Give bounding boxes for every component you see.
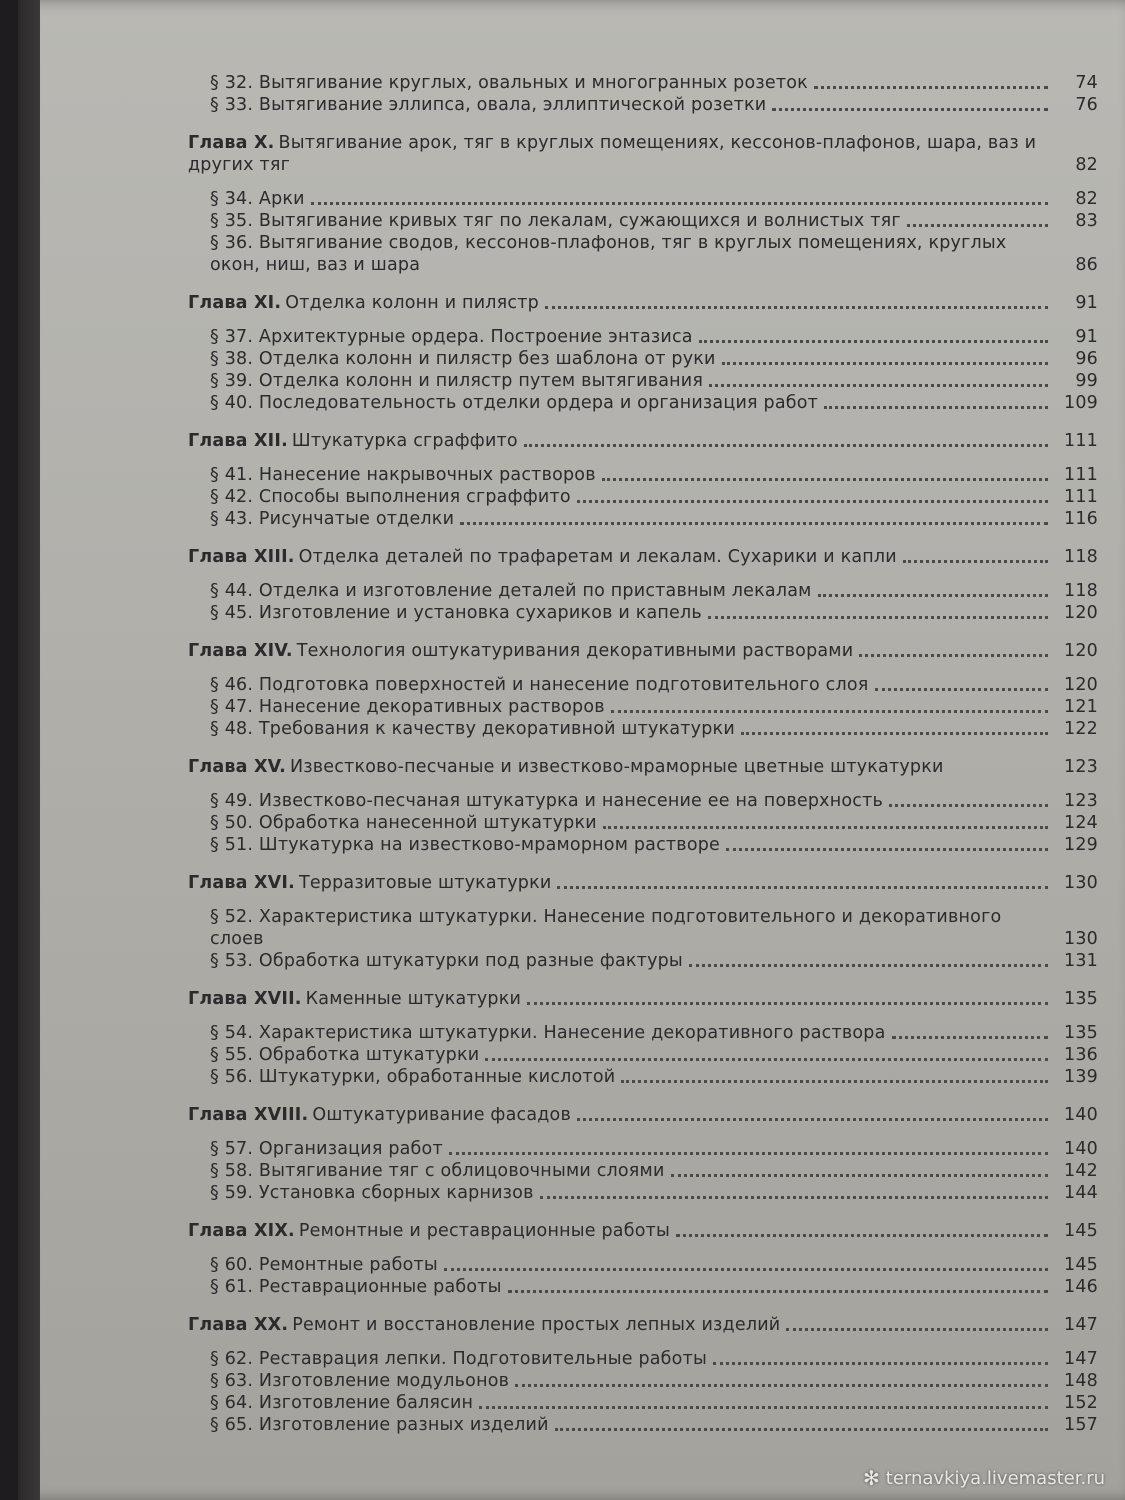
dot-leader bbox=[689, 963, 1048, 967]
dot-leader bbox=[603, 825, 1048, 829]
toc-entry-title bbox=[188, 1104, 571, 1126]
dot-leader bbox=[741, 731, 1048, 735]
toc-section-entry bbox=[188, 326, 1098, 348]
chapter-label: Глава XI. bbox=[188, 293, 282, 313]
dot-leader bbox=[907, 223, 1048, 227]
dot-leader bbox=[713, 1361, 1048, 1365]
chapter-title: Отделка колонн и пилястр bbox=[285, 293, 539, 313]
page-number: 83 bbox=[1075, 211, 1098, 231]
toc-entry-title: § 48. Требования к качеству декоративной штукатурки bbox=[210, 719, 735, 739]
toc-chapter-entry bbox=[188, 1104, 1098, 1126]
book-page bbox=[18, 0, 1125, 1500]
toc-section-entry bbox=[188, 718, 1098, 740]
dot-leader bbox=[602, 477, 1048, 481]
page-number: 96 bbox=[1075, 349, 1098, 369]
toc-chapter-entry bbox=[188, 872, 1098, 894]
toc-section-entry bbox=[188, 834, 1098, 856]
dot-leader bbox=[824, 405, 1048, 409]
page-number: 111 bbox=[1063, 431, 1098, 451]
toc-entry-title bbox=[188, 640, 853, 662]
dot-leader bbox=[671, 1173, 1048, 1177]
page-number: 111 bbox=[1063, 465, 1098, 485]
dot-leader bbox=[889, 803, 1048, 807]
toc-entry-title: § 44. Отделка и изготовление деталей по приставным лекалам bbox=[210, 581, 812, 601]
page-number: 118 bbox=[1063, 547, 1098, 567]
toc-chapter-entry bbox=[188, 132, 1098, 176]
toc-entry-title bbox=[188, 1220, 670, 1242]
page-number: 142 bbox=[1063, 1161, 1098, 1181]
chapter-label: Глава XIX. bbox=[188, 1221, 295, 1241]
dot-leader bbox=[479, 1405, 1048, 1409]
toc-section-entry bbox=[188, 1370, 1098, 1392]
toc-entry-title bbox=[188, 292, 539, 314]
dot-leader bbox=[460, 521, 1048, 525]
toc-entry-title bbox=[188, 430, 518, 452]
toc-section-entry bbox=[188, 392, 1098, 414]
toc-section-entry bbox=[188, 674, 1098, 696]
page-number: 116 bbox=[1063, 509, 1098, 529]
toc-entry-title: § 51. Штукатурка на известково-мраморном растворе bbox=[210, 835, 721, 855]
toc-entry-title: § 42. Способы выполнения сграффито bbox=[210, 487, 571, 507]
toc-section-entry bbox=[188, 232, 1098, 276]
toc-section-entry bbox=[188, 906, 1098, 950]
chapter-title: Отделка деталей по трафаретам и лекалам. Сухарики и капли bbox=[298, 547, 897, 567]
dot-leader bbox=[540, 1195, 1048, 1199]
dot-leader bbox=[708, 615, 1048, 619]
page-number: 140 bbox=[1063, 1139, 1098, 1159]
toc-entry-title bbox=[188, 1314, 780, 1336]
dot-leader bbox=[515, 1383, 1048, 1387]
toc-section-entry bbox=[188, 94, 1098, 116]
toc-entry-title: § 43. Рисунчатые отделки bbox=[210, 509, 455, 529]
toc-entry-title: § 38. Отделка колонн и пилястр без шаблона от руки bbox=[210, 349, 716, 369]
dot-leader bbox=[577, 499, 1048, 503]
dot-leader bbox=[524, 443, 1048, 447]
toc-chapter-entry bbox=[188, 430, 1098, 452]
toc-entry-title: § 62. Реставрация лепки. Подготовительные работы bbox=[210, 1349, 707, 1369]
page-number: 148 bbox=[1063, 1371, 1098, 1391]
gear-flower-icon: ✻ bbox=[863, 1466, 880, 1490]
toc-entry-title: § 47. Нанесение декоративных растворов bbox=[210, 697, 605, 717]
toc-entry-title: § 50. Обработка нанесенной штукатурки bbox=[210, 813, 597, 833]
chapter-title: Каменные штукатурки bbox=[305, 989, 522, 1009]
toc-section-entry bbox=[188, 486, 1098, 508]
toc-entry-title: § 36. Вытягивание сводов, кессонов-плафонов, тяг в круглых помещениях, круглых окон, ниш, ваз и шара bbox=[210, 233, 1013, 275]
page-number: 135 bbox=[1063, 989, 1098, 1009]
chapter-label: Глава XV. bbox=[188, 757, 286, 777]
dot-leader bbox=[875, 687, 1049, 691]
toc-entry-title: § 46. Подготовка поверхностей и нанесение подготовительного слоя bbox=[210, 675, 869, 695]
toc-section-entry bbox=[188, 1022, 1098, 1044]
toc-chapter-entry bbox=[188, 988, 1098, 1010]
toc-section-entry bbox=[188, 1254, 1098, 1276]
toc-entry-title: § 41. Нанесение накрывочных растворов bbox=[210, 465, 596, 485]
dot-leader bbox=[903, 559, 1048, 563]
toc-entry-title: § 32. Вытягивание круглых, овальных и многогранных розеток bbox=[210, 73, 808, 93]
page-number: 91 bbox=[1075, 327, 1098, 347]
toc-chapter-entry bbox=[188, 546, 1098, 568]
page-number: 124 bbox=[1063, 813, 1098, 833]
toc-entry-title: § 61. Реставрационные работы bbox=[210, 1277, 502, 1297]
chapter-title: Известково-песчаные и известково-мраморные цветные штукатурки bbox=[289, 757, 944, 777]
page-number: 130 bbox=[1063, 873, 1098, 893]
page-number: 111 bbox=[1063, 487, 1098, 507]
dot-leader bbox=[892, 1035, 1049, 1039]
chapter-title: Вытягивание арок, тяг в круглых помещениях, кессонов-плафонов, шара, ваз и других тяг bbox=[188, 133, 1042, 175]
toc-section-entry bbox=[188, 790, 1098, 812]
page-number: 139 bbox=[1063, 1067, 1098, 1087]
dot-leader bbox=[818, 593, 1048, 597]
page-number: 146 bbox=[1063, 1277, 1098, 1297]
chapter-title: Ремонт и восстановление простых лепных изделий bbox=[292, 1315, 781, 1335]
dot-leader bbox=[621, 1079, 1048, 1083]
chapter-label: Глава XIII. bbox=[188, 547, 295, 567]
toc-entry-title: § 54. Характеристика штукатурки. Нанесение декоративного раствора bbox=[210, 1023, 886, 1043]
page-number: 118 bbox=[1063, 581, 1098, 601]
dot-leader bbox=[557, 885, 1048, 889]
page-number: 99 bbox=[1075, 371, 1098, 391]
toc-section-entry bbox=[188, 210, 1098, 232]
toc-entry-title: § 35. Вытягивание кривых тяг по лекалам, сужающихся и волнистых тяг bbox=[210, 211, 901, 231]
toc-entry-title: § 33. Вытягивание эллипса, овала, эллиптической розетки bbox=[210, 95, 767, 115]
dot-leader bbox=[709, 383, 1048, 387]
toc-chapter-entry bbox=[188, 640, 1098, 662]
chapter-title: Технология оштукатуривания декоративными растворами bbox=[296, 641, 854, 661]
toc-section-entry bbox=[188, 1160, 1098, 1182]
chapter-title: Ремонтные и реставрационные работы bbox=[298, 1221, 671, 1241]
chapter-label: Глава X. bbox=[188, 133, 275, 153]
page-number: 120 bbox=[1063, 641, 1098, 661]
dot-leader bbox=[577, 1117, 1048, 1121]
toc-entry-title: § 64. Изготовление балясин bbox=[210, 1393, 474, 1413]
dot-leader bbox=[699, 339, 1048, 343]
page-number: 157 bbox=[1063, 1415, 1098, 1435]
toc-section-entry bbox=[188, 370, 1098, 392]
toc-section-entry bbox=[188, 1066, 1098, 1088]
page-number: 144 bbox=[1063, 1183, 1098, 1203]
page-number: 147 bbox=[1063, 1349, 1098, 1369]
watermark bbox=[863, 1466, 1105, 1490]
page-number: 147 bbox=[1063, 1315, 1098, 1335]
toc-entry-title: § 34. Арки bbox=[210, 189, 305, 209]
dot-leader bbox=[545, 305, 1048, 309]
toc-entry-title bbox=[188, 872, 551, 894]
chapter-label: Глава XX. bbox=[188, 1315, 289, 1335]
page-number: 145 bbox=[1063, 1255, 1098, 1275]
dot-leader bbox=[508, 1289, 1048, 1293]
chapter-label: Глава XII. bbox=[188, 431, 288, 451]
toc-section-entry bbox=[188, 72, 1098, 94]
toc-entry-title: § 37. Архитектурные ордера. Построение энтазиса bbox=[210, 327, 693, 347]
toc-section-entry bbox=[188, 1414, 1098, 1436]
toc-entry-title: § 56. Штукатурки, обработанные кислотой bbox=[210, 1067, 616, 1087]
dot-leader bbox=[676, 1233, 1048, 1237]
page-number: 91 bbox=[1075, 293, 1098, 313]
toc-section-entry bbox=[188, 580, 1098, 602]
toc-section-entry bbox=[188, 188, 1098, 210]
book-spine-shadow bbox=[18, 0, 40, 1500]
dot-leader bbox=[814, 85, 1048, 89]
page-number: 74 bbox=[1075, 73, 1098, 93]
chapter-label: Глава XIV. bbox=[188, 641, 293, 661]
toc-chapter-entry bbox=[188, 1220, 1098, 1242]
page-number: 120 bbox=[1063, 675, 1098, 695]
page-number: 86 bbox=[1075, 255, 1098, 275]
toc-entry-title bbox=[188, 756, 1054, 778]
dot-leader bbox=[772, 107, 1048, 111]
dot-leader bbox=[527, 1001, 1048, 1005]
toc-entry-title: § 39. Отделка колонн и пилястр путем вытягивания bbox=[210, 371, 704, 391]
page-number: 76 bbox=[1075, 95, 1098, 115]
toc-entry-title: § 40. Последовательность отделки ордера и организация работ bbox=[210, 393, 819, 413]
toc-section-entry bbox=[188, 1276, 1098, 1298]
toc-section-entry bbox=[188, 696, 1098, 718]
page-number: 123 bbox=[1063, 791, 1098, 811]
dot-leader bbox=[485, 1057, 1048, 1061]
chapter-title: Терразитовые штукатурки bbox=[298, 873, 552, 893]
toc-section-entry bbox=[188, 464, 1098, 486]
toc-entry-title: § 53. Обработка штукатурки под разные фактуры bbox=[210, 951, 683, 971]
toc-section-entry bbox=[188, 1044, 1098, 1066]
page-number: 136 bbox=[1063, 1045, 1098, 1065]
toc-section-entry bbox=[188, 508, 1098, 530]
page-number: 140 bbox=[1063, 1105, 1098, 1125]
toc-entry-title: § 52. Характеристика штукатурки. Нанесение подготовительного и декоративного слоев bbox=[210, 907, 1008, 949]
dot-leader bbox=[555, 1427, 1048, 1431]
toc-entry-title: § 58. Вытягивание тяг с облицовочными слоями bbox=[210, 1161, 665, 1181]
page-number: 131 bbox=[1063, 951, 1098, 971]
chapter-title: Оштукатуривание фасадов bbox=[312, 1105, 571, 1125]
toc-section-entry bbox=[188, 1348, 1098, 1370]
page-number: 152 bbox=[1063, 1393, 1098, 1413]
dot-leader bbox=[859, 653, 1048, 657]
toc-section-entry bbox=[188, 602, 1098, 624]
page-number: 129 bbox=[1063, 835, 1098, 855]
dot-leader bbox=[444, 1267, 1048, 1271]
chapter-label: Глава XVIII. bbox=[188, 1105, 309, 1125]
toc-entry-title: § 63. Изготовление модульонов bbox=[210, 1371, 510, 1391]
page-number: 121 bbox=[1063, 697, 1098, 717]
toc-section-entry bbox=[188, 1138, 1098, 1160]
page-number: 82 bbox=[1075, 189, 1098, 209]
toc-chapter-entry bbox=[188, 292, 1098, 314]
toc-section-entry bbox=[188, 950, 1098, 972]
toc-entry-title: § 49. Известково-песчаная штукатурка и нанесение ее на поверхность bbox=[210, 791, 883, 811]
dot-leader bbox=[449, 1151, 1048, 1155]
toc-entry-title: § 60. Ремонтные работы bbox=[210, 1255, 438, 1275]
toc-section-entry bbox=[188, 812, 1098, 834]
watermark-text: ternavkiya.livemaster.ru bbox=[885, 1467, 1105, 1489]
dot-leader bbox=[611, 709, 1048, 713]
toc-entry-title: § 45. Изготовление и установка сухариков и капель bbox=[210, 603, 702, 623]
page-number: 130 bbox=[1063, 929, 1098, 949]
toc-chapter-entry bbox=[188, 756, 1098, 778]
toc-entry-title: § 65. Изготовление разных изделий bbox=[210, 1415, 549, 1435]
page-number: 145 bbox=[1063, 1221, 1098, 1241]
toc-entry-title: § 55. Обработка штукатурки bbox=[210, 1045, 480, 1065]
dot-leader bbox=[786, 1327, 1048, 1331]
page-number: 122 bbox=[1063, 719, 1098, 739]
page-number: 82 bbox=[1075, 155, 1098, 175]
toc-entry-title: § 57. Организация работ bbox=[210, 1139, 443, 1159]
toc-entry-title bbox=[188, 132, 1054, 176]
toc-chapter-entry bbox=[188, 1314, 1098, 1336]
page-number: 120 bbox=[1063, 603, 1098, 623]
dot-leader bbox=[311, 201, 1048, 205]
table-of-contents bbox=[188, 72, 1098, 1436]
toc-entry-title bbox=[188, 988, 521, 1010]
toc-entry-title bbox=[188, 546, 897, 568]
toc-entry-title: § 59. Установка сборных карнизов bbox=[210, 1183, 534, 1203]
toc-section-entry bbox=[188, 348, 1098, 370]
chapter-title: Штукатурка сграффито bbox=[291, 431, 518, 451]
page-number: 109 bbox=[1063, 393, 1098, 413]
page-number: 123 bbox=[1063, 757, 1098, 777]
dot-leader bbox=[722, 361, 1048, 365]
chapter-label: Глава XVI. bbox=[188, 873, 295, 893]
toc-section-entry bbox=[188, 1182, 1098, 1204]
dot-leader bbox=[726, 847, 1048, 851]
toc-section-entry bbox=[188, 1392, 1098, 1414]
page-number: 135 bbox=[1063, 1023, 1098, 1043]
chapter-label: Глава XVII. bbox=[188, 989, 302, 1009]
